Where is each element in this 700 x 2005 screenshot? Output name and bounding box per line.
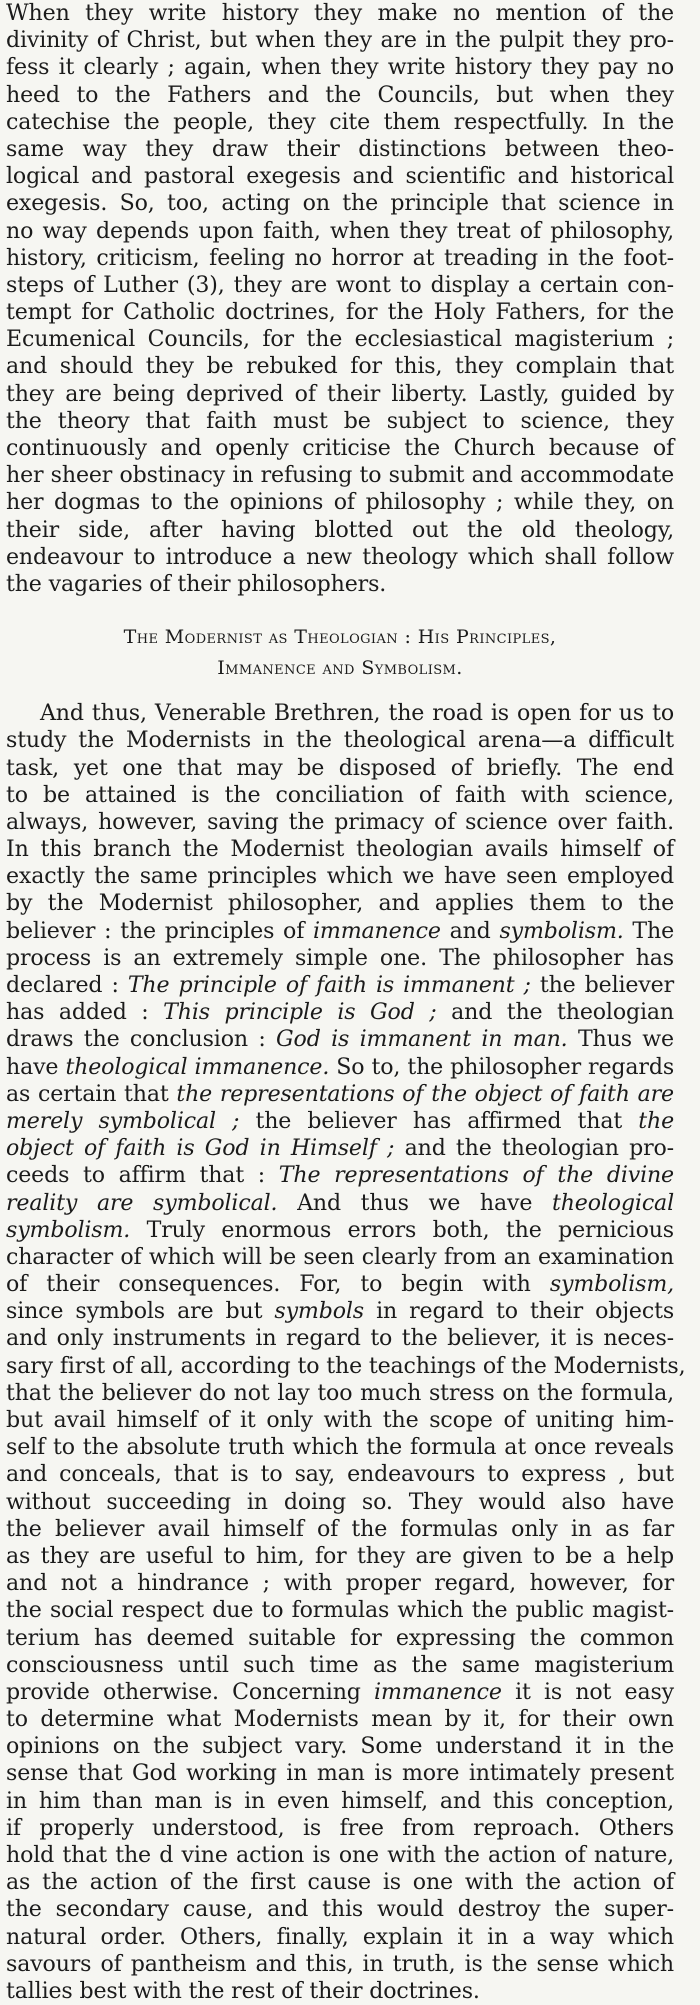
text-line xyxy=(6,1298,674,1325)
text-line: logical and pastoral exegesis and scientific and historical xyxy=(6,163,674,190)
text-run: And thus we have xyxy=(277,1189,552,1216)
text-line: without succeeding in doing so. They would also have xyxy=(6,1488,674,1515)
text-run: and xyxy=(440,917,500,944)
text-line: And thus, Venerable Brethren, the road is open for us to xyxy=(40,700,674,727)
text-line: tallies best with the rest of their doctrines. xyxy=(6,1977,480,2004)
text-line: history, criticism, feeling no horror at treading in the foot- xyxy=(6,244,674,271)
emphasis: object of faith is God in Himself ; xyxy=(6,1135,395,1162)
emphasis: symbolism, xyxy=(549,1271,674,1298)
text-line: the social respect due to formulas which the public magist- xyxy=(6,1597,674,1624)
text-line: the vagaries of their philosophers. xyxy=(6,570,387,597)
text-line: her sheer obstinacy in refusing to submit and accommodate xyxy=(6,462,674,489)
emphasis: The representations of the divine xyxy=(278,1162,674,1189)
text-line: savours of pantheism and this, in truth, is the sense which xyxy=(6,1950,674,1977)
emphasis: This principle is God ; xyxy=(163,999,437,1026)
text-line xyxy=(6,1135,674,1162)
text-run: and the theologian xyxy=(436,999,674,1026)
text-line: heed to the Fathers and the Councils, but when they xyxy=(6,81,674,108)
text-line xyxy=(6,972,674,999)
text-line: natural order. Others, finally, explain it in a way which xyxy=(6,1923,674,1950)
text-line: if properly understood, is free from reproach. Others xyxy=(6,1814,674,1841)
text-line xyxy=(6,999,674,1026)
text-line: study the Modernists in the theological arena—a difficult xyxy=(6,727,674,754)
text-line: exegesis. So, too, acting on the principle that science in xyxy=(6,190,674,217)
text-line: as they are useful to him, for they are given to be a help xyxy=(6,1542,674,1569)
text-run: since symbols are but xyxy=(6,1298,275,1325)
text-line: as the action of the first cause is one with the action of xyxy=(6,1869,674,1896)
emphasis: the representations of the object of faith are xyxy=(176,1080,674,1107)
text-run: believer : the principles of xyxy=(6,917,314,944)
text-line: opinions on the subject vary. Some understand it in the xyxy=(6,1733,674,1760)
text-line: no way depends upon faith, when they treat of philosophy, xyxy=(6,217,674,244)
emphasis: symbolism. xyxy=(6,1216,131,1243)
text-line xyxy=(6,1108,674,1135)
emphasis: reality are symbolical. xyxy=(6,1189,278,1216)
text-line: fess it clearly ; again, when they write history they pay no xyxy=(6,54,674,81)
text-line: continuously and openly criticise the Church because of xyxy=(6,435,674,461)
text-line xyxy=(6,1081,674,1108)
text-line xyxy=(6,1054,674,1081)
emphasis: God is immanent in man. xyxy=(276,1026,568,1053)
text-line: task, yet one that may be disposed of briefly. The end xyxy=(6,754,674,781)
text-run: draws the conclusion : xyxy=(6,1026,277,1053)
text-line: and conceals, that is to say, endeavours to express , but xyxy=(6,1461,674,1488)
text-line: in him than man is in even himself, and this conception, xyxy=(6,1787,674,1814)
emphasis: symbols xyxy=(274,1298,364,1325)
text-line: they are being deprived of their liberty. Lastly, guided by xyxy=(6,380,674,407)
text-run: as certain that xyxy=(6,1080,177,1107)
emphasis: immanence xyxy=(313,917,441,944)
text-line: the believer avail himself of the formulas only in as far xyxy=(6,1515,674,1542)
text-line: In this branch the Modernist theologian avails himself of xyxy=(6,836,674,863)
text-line: When they write history they make no mention of the xyxy=(6,0,674,26)
text-line: to be attained is the conciliation of faith with science, xyxy=(6,781,674,808)
text-run: of their consequences. For, to begin with xyxy=(6,1271,550,1298)
text-line: her dogmas to the opinions of philosophy ; while they, on xyxy=(6,489,674,516)
text-line: always, however, saving the primacy of science over faith. xyxy=(6,808,674,835)
text-line xyxy=(6,918,674,945)
text-line xyxy=(6,1217,674,1244)
text-run: have xyxy=(6,1053,66,1080)
text-line: same way they draw their distinctions between theo- xyxy=(6,135,674,162)
emphasis: merely symbolical ; xyxy=(6,1107,240,1134)
text-line xyxy=(6,1026,674,1053)
text-line: and not a hindrance ; with proper regard, however, for xyxy=(6,1570,674,1597)
text-line: hold that the d vine action is one with the action of nature, xyxy=(6,1842,674,1868)
text-line: steps of Luther (3), they are wont to display a certain con- xyxy=(6,271,674,298)
text-run: the believer xyxy=(530,972,674,998)
text-run: ceeds to affirm that : xyxy=(6,1162,279,1189)
text-run: declared : xyxy=(6,972,128,998)
text-line: sense that God working in man is more intimately present xyxy=(6,1760,674,1787)
text-line: catechise the people, they cite them respectfully. In the xyxy=(6,108,674,135)
text-line xyxy=(6,1162,674,1189)
text-line: endeavour to introduce a new theology which shall follow xyxy=(6,543,674,570)
text-line: divinity of Christ, but when they are in the pulpit they pro- xyxy=(6,27,674,54)
text-line: terium has deemed suitable for expressing the common xyxy=(6,1624,674,1651)
emphasis: immanence xyxy=(374,1678,502,1705)
text-line: and should they be rebuked for this, they complain that xyxy=(6,353,674,380)
text-run: Thus we xyxy=(567,1026,674,1053)
text-line: exactly the same principles which we have seen employed xyxy=(6,863,674,890)
text-line: the secondary cause, and this would destroy the super- xyxy=(6,1896,674,1923)
text-run: has added : xyxy=(6,999,164,1026)
emphasis: the xyxy=(638,1107,674,1134)
text-line: their side, after having blotted out the old theology, xyxy=(6,516,674,543)
text-line: and only instruments in regard to the believer, it is neces- xyxy=(6,1325,674,1352)
emphasis: symbolism. xyxy=(499,917,624,944)
text-run: the believer has affirmed that xyxy=(239,1107,639,1134)
text-line: process is an extremely simple one. The philosopher has xyxy=(6,944,674,971)
text-line: tempt for Catholic doctrines, for the Holy Fathers, for the xyxy=(6,299,674,326)
text-line xyxy=(6,1679,674,1706)
text-line: to determine what Modernists mean by it, for their own xyxy=(6,1706,674,1733)
text-line: consciousness until such time as the same magisterium xyxy=(6,1651,674,1678)
text-line xyxy=(6,1271,674,1298)
text-line: Ecumenical Councils, for the ecclesiastical magisterium ; xyxy=(6,326,674,353)
heading-line-2: Immanence and Symbolism. xyxy=(217,657,463,680)
text-line: character of which will be seen clearly from an examination xyxy=(6,1243,674,1270)
emphasis: theological immanence. xyxy=(65,1053,330,1080)
text-run: and the theologian pro- xyxy=(394,1135,674,1162)
text-run: Truly enormous errors both, the pernicious xyxy=(130,1216,674,1243)
text-run: So to, the philosopher regards xyxy=(329,1053,675,1080)
section-heading xyxy=(6,598,674,684)
paragraph-continued xyxy=(6,0,674,598)
paragraph-theologian xyxy=(6,700,686,2005)
text-line: self to the absolute truth which the formula at once reveals xyxy=(6,1434,674,1461)
text-run: provide otherwise. Concerning xyxy=(6,1678,375,1705)
emphasis: theological xyxy=(551,1189,674,1216)
text-line: but avail himself of it only with the scope of uniting him- xyxy=(6,1407,674,1433)
heading-line-1: The Modernist as Theologian : His Principles, xyxy=(123,626,557,649)
text-line: the theory that faith must be subject to science, they xyxy=(6,407,674,434)
emphasis: The principle of faith is immanent ; xyxy=(127,972,531,998)
text-line xyxy=(6,1190,674,1217)
text-line: by the Modernist philosopher, and applies them to the xyxy=(6,890,674,917)
text-run: in regard to their objects xyxy=(363,1298,675,1325)
text-line: that the believer do not lay too much stress on the formula, xyxy=(6,1379,674,1406)
text-run: The xyxy=(623,917,674,944)
text-line: sary first of all, according to the teachings of the Modernists, xyxy=(6,1352,686,1379)
text-run: it is not easy xyxy=(501,1678,674,1705)
